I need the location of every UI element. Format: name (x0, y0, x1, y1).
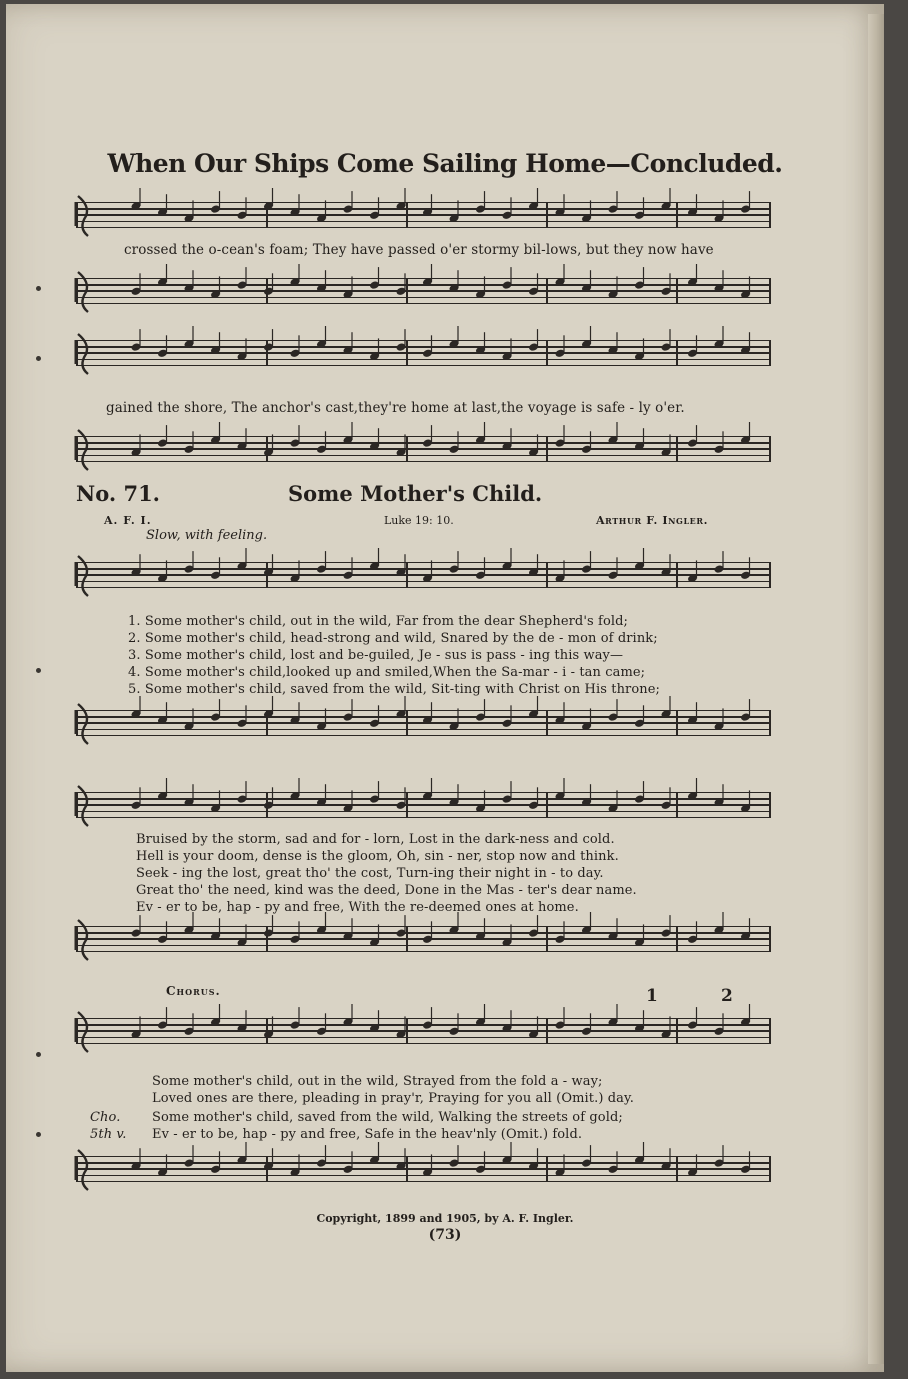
bass-clef (78, 430, 88, 470)
hymnal-page (6, 4, 884, 1372)
verse-line: 4. Some mother's child,looked up and smiled,When the Sa-mar - i - tan came; (128, 665, 646, 680)
verse-line: Ev - er to be, hap - py and free, With the re-deemed ones at home. (136, 900, 579, 915)
bass-clef (78, 1150, 88, 1190)
lyric-line: crossed the o-cean's foam; They have passed o'er stormy bil-lows, but they now have (124, 242, 714, 258)
verse-line: 1. Some mother's child, out in the wild, Far from the dear Shepherd's fold; (128, 614, 629, 629)
treble-clef (78, 556, 88, 596)
bass-clef (78, 272, 88, 312)
bass-clef (78, 704, 88, 744)
treble-clef (78, 1012, 88, 1052)
first-ending-label: 1 (646, 986, 658, 1006)
verse-line: Bruised by the storm, sad and for - lorn, Lost in the dark-ness and cold. (136, 832, 615, 847)
treble-clef (78, 196, 88, 236)
hymn-number: No. 71. (76, 481, 160, 506)
verse-line: 5. Some mother's child, saved from the wild, Sit-ting with Christ on His throne; (128, 682, 661, 697)
hymn-title: Some Mother's Child. (288, 481, 543, 506)
second-ending-label: 2 (721, 986, 733, 1006)
verse-line: Great tho' the need, kind was the deed, Done in the Mas - ter's dear name. (136, 883, 637, 898)
treble-clef (78, 786, 88, 826)
lyricist-initials: A. F. I. (104, 514, 152, 527)
music-notation (6, 4, 884, 1372)
verse-line: 2. Some mother's child, head-strong and wild, Snared by the de - mon of drink; (128, 631, 658, 646)
verse-five-label: 5th v. (90, 1127, 127, 1142)
chorus-line: Ev - er to be, hap - py and free, Safe in the heav'nly (Omit.) fold. (152, 1127, 583, 1142)
lyric-line: gained the shore, The anchor's cast,they're home at last,the voyage is safe - ly o'er. (106, 400, 685, 416)
tempo-marking: Slow, with feeling. (146, 528, 268, 543)
chorus-line: Some mother's child, saved from the wild, Walking the streets of gold; (152, 1110, 623, 1125)
verse-line: Seek - ing the lost, great tho' the cost, Turn-ing their night in - to day. (136, 866, 604, 881)
treble-clef (78, 334, 88, 374)
copyright-notice: Copyright, 1899 and 1905, by A. F. Ingler. (316, 1212, 574, 1225)
composer-name: Arthur F. Ingler. (596, 514, 709, 527)
chorus-line: Some mother's child, out in the wild, Strayed from the fold a - way; (152, 1074, 603, 1089)
chorus-part-label: Cho. (90, 1110, 121, 1125)
page-number: (73) (428, 1227, 462, 1243)
chorus-label: Chorus. (166, 984, 221, 998)
scripture-reference: Luke 19: 10. (384, 514, 454, 527)
bass-clef (78, 920, 88, 960)
verse-line: 3. Some mother's child, lost and be-guiled, Je - sus is pass - ing this way— (128, 648, 624, 663)
song-title: When Our Ships Come Sailing Home—Concluded. (107, 149, 783, 178)
chorus-line: Loved ones are there, pleading in pray'r, Praying for you all (Omit.) day. (152, 1091, 634, 1106)
verse-line: Hell is your doom, dense is the gloom, Oh, sin - ner, stop now and think. (136, 849, 619, 864)
